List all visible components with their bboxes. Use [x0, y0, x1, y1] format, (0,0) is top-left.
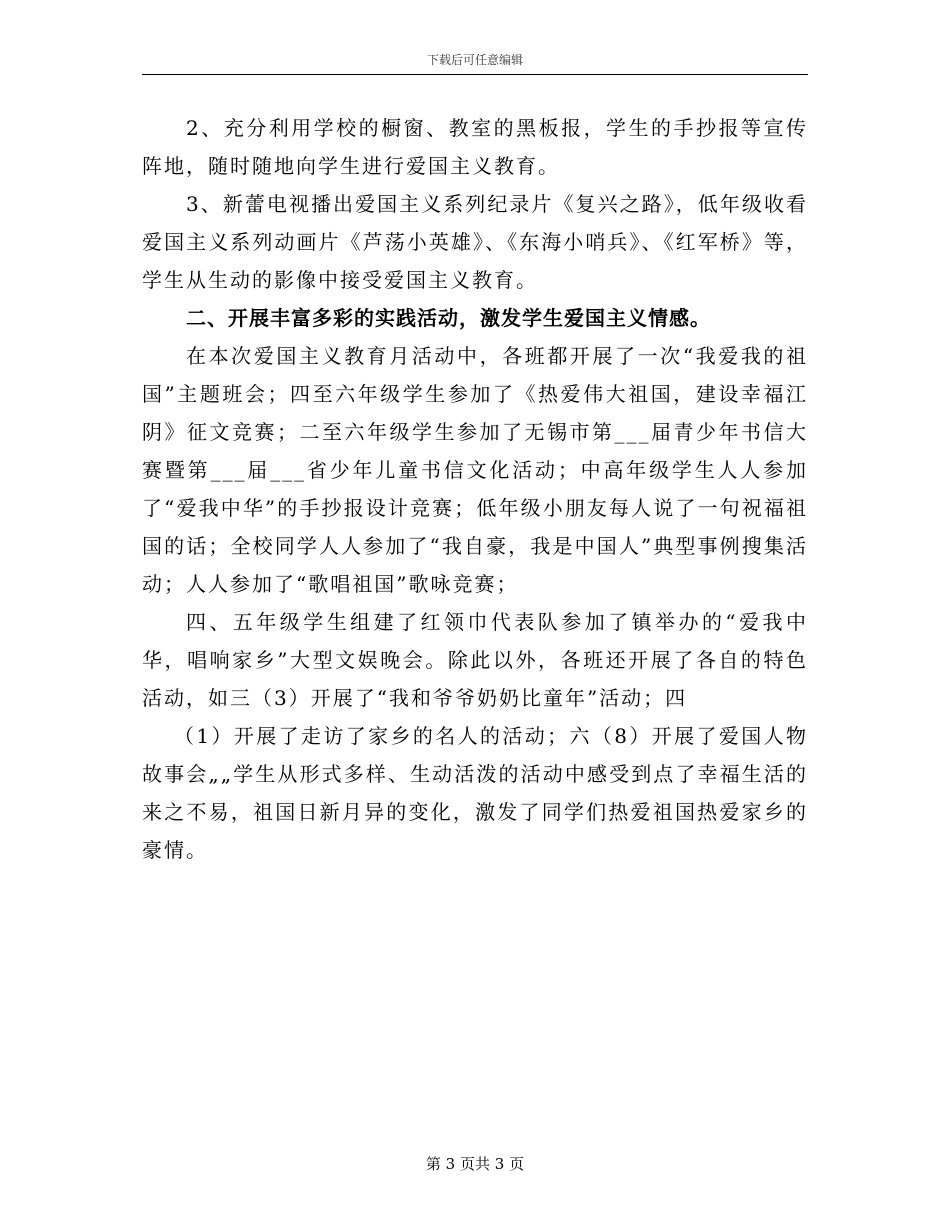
document-body: [142, 109, 808, 869]
page-header: 下载后可任意编辑: [426, 53, 523, 67]
section-heading-practice-activities: 二、开展丰富多彩的实践活动，激发学生爱国主义情感。: [186, 306, 711, 330]
paragraph-red-scarf-team: 四、五年级学生组建了红领巾代表队参加了镇举办的“爱我中华，唱响家乡”大型文娱晚会。除此以外，各班还开展了各自的特色活动，如三（3）开展了“我和爷爷奶奶比童年”活动；四: [142, 610, 808, 710]
header-divider: [142, 74, 808, 75]
page-number-footer: 第 3 页共 3 页: [425, 1155, 525, 1173]
paragraph-tv-documentaries: 3、新蕾电视播出爱国主义系列纪录片《复兴之路》，低年级收看爱国主义系列动画片《芦荡小英雄》、《东海小哨兵》、《红军桥》等，学生从生动的影像中接受爱国主义教育。: [142, 192, 808, 292]
paragraph-education-month-activities: 在本次爱国主义教育月活动中，各班都开展了一次“我爱我的祖国”主题班会；四至六年级学生参加了《热爱伟大祖国，建设幸福江阴》征文竞赛；二至六年级学生参加了无锡市第___届青少年书信大赛暨第___届___省少年儿童书信文化活动；中高年级学生人人参加了“爱我中华”的手抄报设计竞赛；低年级小朋友每人说了一句祝福祖国的话；全校同学人人参加了“我自豪，我是中国人”典型事例搜集活动；人人参加了“歌唱祖国”歌咏竞赛；: [142, 344, 808, 596]
paragraph-bulletin-boards: 2、充分利用学校的橱窗、教室的黑板报，学生的手抄报等宣传阵地，随时随地向学生进行爱国主义教育。: [142, 116, 808, 178]
paragraph-class-special-activities: （1）开展了走访了家乡的名人的活动；六（8）开展了爱国人物故事会„„学生从形式多样、生动活泼的活动中感受到点了幸福生活的来之不易，祖国日新月异的变化，激发了同学们热爱祖国热爱家乡的豪情。: [142, 724, 808, 862]
